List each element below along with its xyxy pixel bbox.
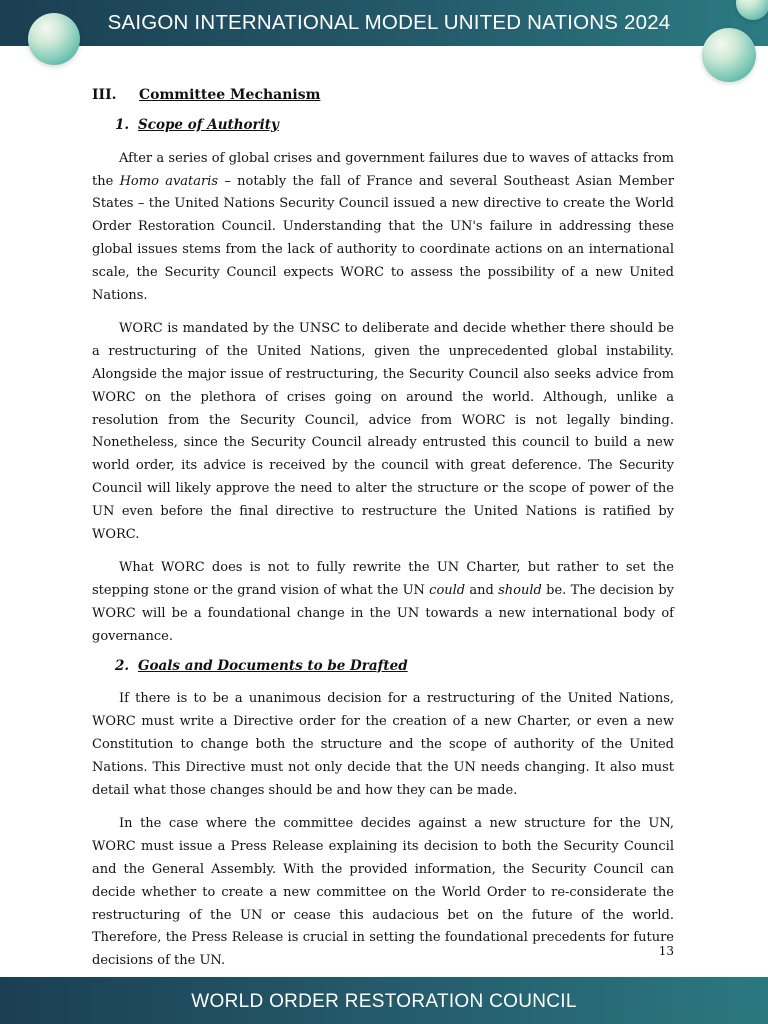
subsection-number: 1. <box>115 117 130 133</box>
page-footer <box>0 977 768 1024</box>
paragraph-1 <box>92 148 674 308</box>
paragraph-3-text-end: be. The decision by WORC will be a foundational change in the UN towards a new international body of governance. <box>92 583 674 644</box>
paragraph-1-text: After a series of global crises and government failures due to waves of attacks from the <box>92 150 674 189</box>
conference-title: SAIGON INTERNATIONAL MODEL UNITED NATIONS 2024 <box>107 11 671 34</box>
paragraph-1-text-end: – notably the fall of France and several Southeast Asian Member States – the United Nations Security Council issued a new directive to create the World Order Restoration Council. Understanding that the UN's failure in addressing these global issues stems from the lack of authority to coordinate actions on an international scale, the Security Council expects WORC to assess the possibility of a new United Nations. <box>92 173 674 303</box>
section-title: Committee Mechanism <box>139 87 321 103</box>
paragraph-2: WORC is mandated by the UNSC to deliberate and decide whether there should be a restructuring of the United Nations, given the unprecedented global instability. Alongside the major issue of restructuring, the Security Council also seeks advice from WORC on the plethora of crises going on around the world. Although, unlike a resolution from the Security Council, advice from WORC is not legally binding. Nonetheless, since the Security Council already entrusted this council to build a new world order, its advice is received by the council with great deference. The Security Council will likely approve the need to alter the structure or the scope of power of the UN even before the final directive to restructure the United Nations is ratified by WORC. <box>92 321 674 542</box>
paragraph-3-text-mid: and <box>465 583 499 599</box>
paragraph-3-emphasis-should: should <box>498 583 542 599</box>
decorative-orb-left <box>28 13 80 65</box>
subsection-title: Goals and Documents to be Drafted <box>138 657 408 674</box>
paragraph-1-emphasis: Homo avataris <box>119 173 219 189</box>
committee-title: WORLD ORDER RESTORATION COUNCIL <box>191 991 577 1012</box>
page-header <box>0 0 768 46</box>
paragraph-3 <box>92 557 674 648</box>
subsection-heading-2 <box>115 655 674 678</box>
subsection-heading-1 <box>115 114 674 137</box>
subsection-number: 2. <box>115 657 130 674</box>
section-number: III. <box>92 87 117 103</box>
paragraph-4: If there is to be a unanimous decision for a restructuring of the United Nations, WORC must write a Directive order for the creation of a new Charter, or even a new Constitution to change both the structure and the scope of authority of the United Nations. This Directive must not only decide that the UN needs changing. It also must detail what those changes should be and how they can be made. <box>92 691 674 798</box>
section-heading <box>92 84 674 108</box>
paragraph-3-emphasis-could: could <box>429 583 466 599</box>
decorative-orb-right <box>702 28 756 82</box>
document-body <box>92 84 674 973</box>
paragraph-5: In the case where the committee decides against a new structure for the UN, WORC must issue a Press Release explaining its decision to both the Security Council and the General Assembly. With the provided information, the Security Council can decide whether to create a new committee on the World Order to re-considerate the restructuring of the UN or cease this audacious bet on the future of the world. Therefore, the Press Release is crucial in setting the foundational precedents for future decisions of the UN. <box>92 816 674 969</box>
paragraph-3-text: What WORC does is not to fully rewrite the UN Charter, but rather to set the stepping stone or the grand vision of what the UN <box>92 560 674 599</box>
subsection-title: Scope of Authority <box>138 117 279 133</box>
page-number: 13 <box>658 944 674 958</box>
